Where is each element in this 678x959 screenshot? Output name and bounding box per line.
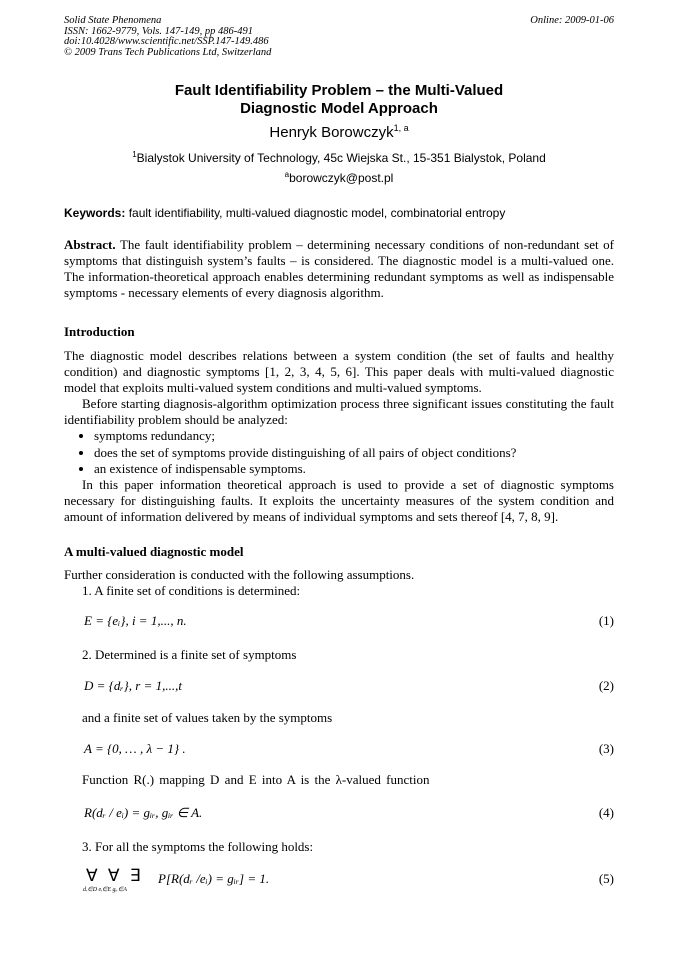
affiliation-sup: 1 <box>132 150 137 159</box>
equation: R(dᵣ / eᵢ) = gᵢᵣ, gᵢᵣ ∈ A. <box>84 805 203 820</box>
abstract-label: Abstract. <box>64 237 116 252</box>
introduction-body <box>64 348 614 525</box>
assumption-item: 1. A finite set of conditions is determined: <box>82 583 301 598</box>
section-heading: Introduction <box>64 324 135 339</box>
list-item: • symptoms redundancy; <box>94 428 614 444</box>
equation: D = {dᵣ}, r = 1,...,t <box>84 678 182 693</box>
affiliation-text: Bialystok University of Technology, 45c Wiejska St., 15-351 Bialystok, Poland <box>136 151 546 165</box>
keywords <box>64 206 505 220</box>
equation-number: (5) <box>598 871 614 886</box>
email <box>0 170 678 185</box>
copyright: © 2009 Trans Tech Publications Ltd, Switzerland <box>64 46 272 58</box>
keywords-text: fault identifiability, multi-valued diagnostic model, combinatorial entropy <box>125 206 506 220</box>
paper-title <box>0 82 678 118</box>
keywords-label: Keywords: <box>64 206 126 220</box>
title-line: Fault Identifiability Problem – the Multi-Valued <box>174 82 504 99</box>
paragraph: Before starting diagnosis-algorithm optimization process three significant issues constituting the fault identifiability problem should be analyzed: <box>64 396 614 428</box>
assumption-item: 2. Determined is a finite set of symptoms <box>82 647 297 662</box>
bullet-list <box>64 428 614 476</box>
paragraph: The diagnostic model describes relations between a system condition (the set of faults and healthy condition) and diagnostic symptoms [1, 2, 3, 4, 5, 6]. This paper deals with multi-valued diagnostic model that exploits multi-valued system conditions and multi-valued symptoms. <box>64 348 614 396</box>
quantifier-subscripts: dᵣ∈D eᵢ∈E gᵢᵣ∈A <box>83 887 127 893</box>
equation: A = {0, … , λ − 1} . <box>84 741 186 756</box>
email-text: borowczyk@post.pl <box>289 171 394 185</box>
author-sup: 1, a <box>393 123 409 133</box>
equation-number: (3) <box>598 741 614 756</box>
abstract <box>64 237 614 301</box>
journal-header <box>64 16 271 58</box>
author <box>0 123 678 141</box>
equation-number: (2) <box>598 678 614 693</box>
equation: E = {eᵢ}, i = 1,..., n. <box>84 613 187 628</box>
quantifiers: ∀ ∀ ∃ <box>86 866 144 885</box>
section-heading: A multi-valued diagnostic model <box>64 544 244 559</box>
title-line: Diagnostic Model Approach <box>240 100 438 117</box>
list-item: • an existence of indispensable symptoms. <box>94 461 614 477</box>
equation-number: (1) <box>598 613 614 628</box>
equation: P[R(dᵣ /eᵢ) = gᵢᵣ] = 1. <box>158 871 270 886</box>
paragraph: and a finite set of values taken by the symptoms <box>82 710 333 725</box>
paragraph: Further consideration is conducted with the following assumptions. <box>64 567 415 582</box>
equation-number: (4) <box>598 805 614 820</box>
assumption-item: 3. For all the symptoms the following holds: <box>82 839 314 854</box>
affiliation <box>0 150 678 165</box>
paragraph: In this paper information theoretical approach is used to provide a set of diagnostic symptoms necessary for distinguishing faults. It exploits the uncertainty measures of the system condition and amount of information delivered by means of individual symptoms and sets thereof [4, 7, 8, 9]. <box>64 476 614 524</box>
email-sup: a <box>284 170 290 179</box>
author-name: Henryk Borowczyk <box>269 124 394 141</box>
paragraph: Function R(.) mapping D and E into A is the λ-valued function <box>82 772 430 787</box>
list-item: • does the set of symptoms provide distinguishing of all pairs of object conditions? <box>94 445 614 461</box>
journal-name: Solid State Phenomena <box>64 15 162 26</box>
doi: doi:10.4028/www.scientific.net/SSP.147-149.486 <box>64 36 269 47</box>
issn: ISSN: 1662-9779, Vols. 147-149, pp 486-491 <box>64 25 253 37</box>
online-date: Online: 2009-01-06 <box>530 15 614 26</box>
abstract-text: The fault identifiability problem – determining necessary conditions of non-redundant set of symptoms that distinguish system’s faults – is considered. The diagnostic model is a multi-valued one. The information-theoretical approach enables determining redundant symptoms as well as indispensable symptoms - necessary elements of every diagnosis algorithm. <box>64 237 614 301</box>
